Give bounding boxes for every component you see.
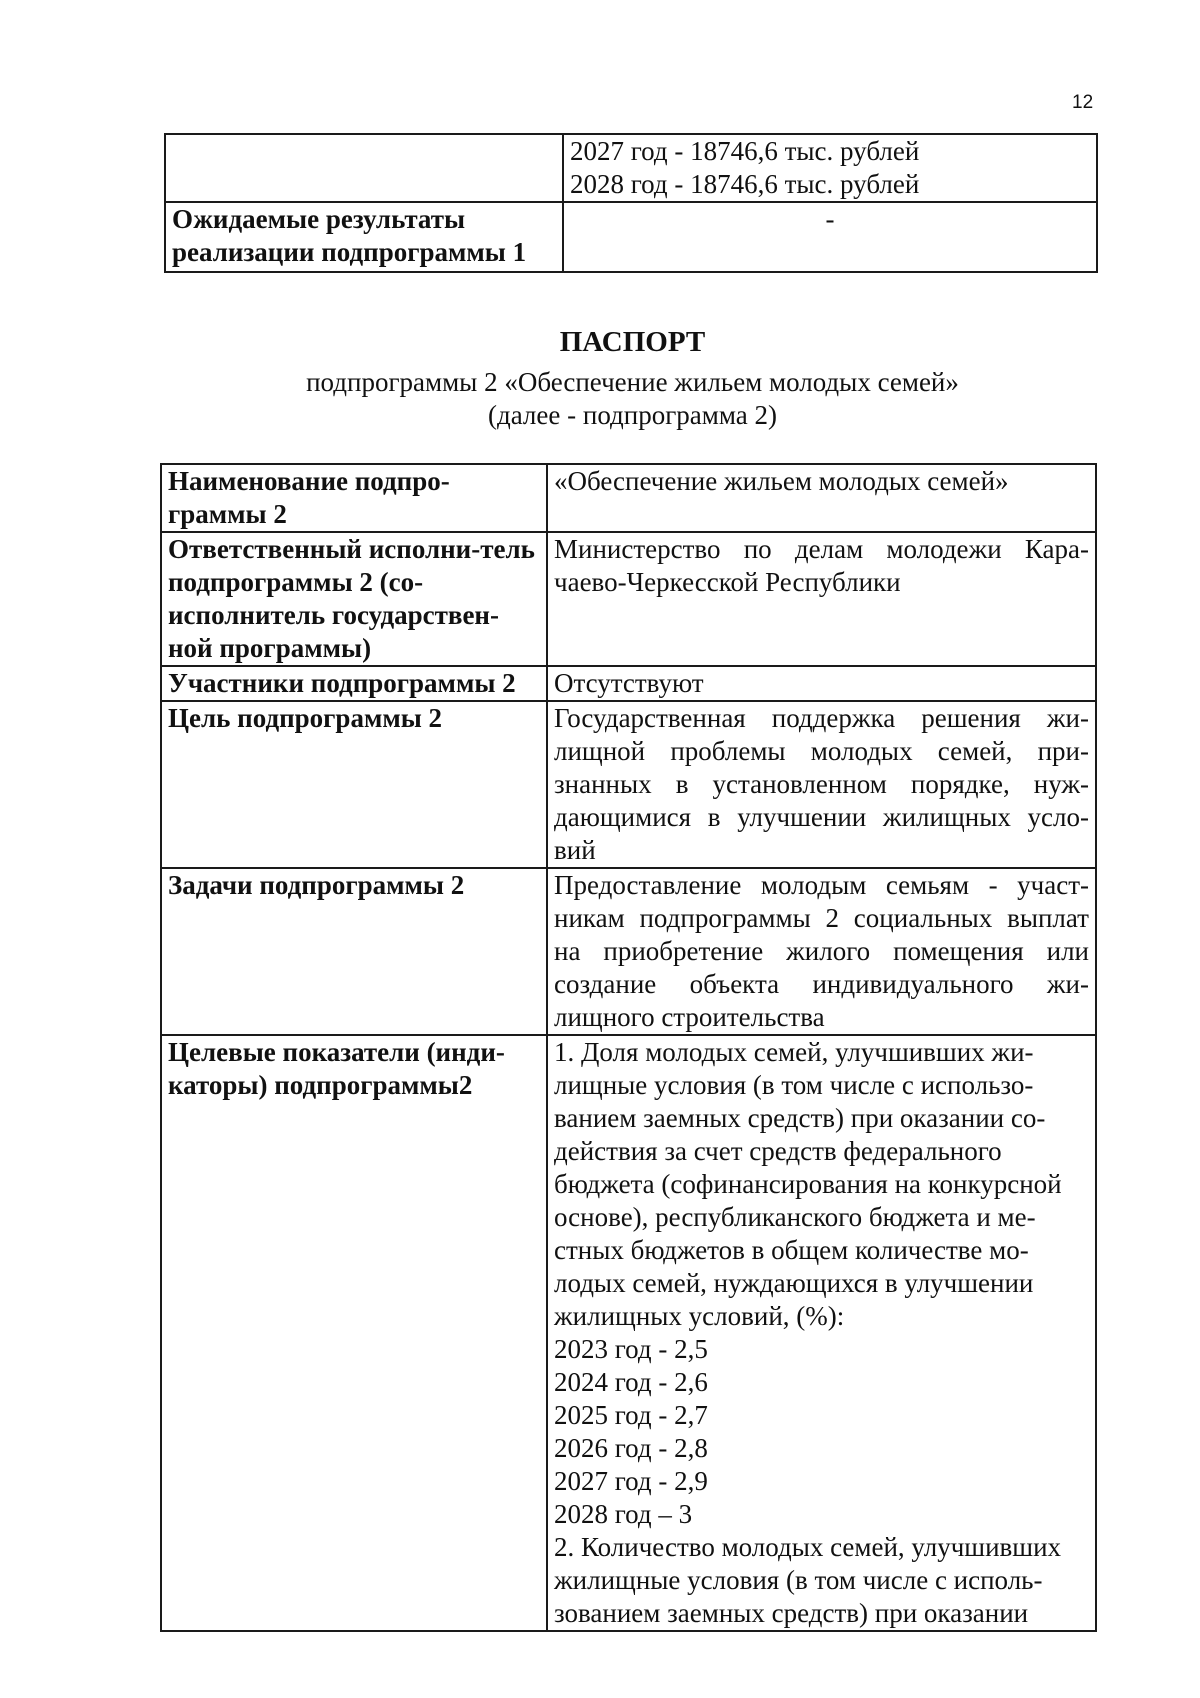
subtitle-line: подпрограммы 2 «Обеспечение жильем молодых семей» — [306, 367, 959, 397]
subtitle-line: (далее - подпрограмма 2) — [487, 400, 777, 430]
row-label: Ответственный исполни-тель подпрограммы 2 (со-исполнитель государствен-ной программы) — [161, 532, 547, 666]
passport-subtitle — [0, 366, 1200, 432]
row-value: Предоставление молодым семьям - участ-никам подпрограммы 2 социальных выплат на приобретение жилого помещения или создание объекта индивидуального жи-лищного строительства — [547, 868, 1096, 1035]
passport-table — [160, 463, 1097, 1632]
top-table — [164, 133, 1098, 273]
expected-results-label: Ожидаемые результаты реализации подпрограммы 1 — [165, 202, 563, 272]
table-row — [161, 666, 1096, 701]
indicator-2-text: 2. Количество молодых семей, улучшивших жилищные условия (в том числе с исполь-зованием заемных средств) при оказании — [554, 1532, 1062, 1628]
row-value: Министерство по делам молодежи Кара-чаево-Черкесской Республики — [547, 532, 1096, 666]
row-label: Наименование подпро-граммы 2 — [161, 464, 547, 532]
table-row — [161, 1035, 1096, 1631]
table-row — [161, 701, 1096, 868]
indicator-year-value: 2025 год - 2,7 — [554, 1400, 708, 1430]
funding-line: 2028 год - 18746,6 тыс. рублей — [570, 169, 920, 199]
row-value: Государственная поддержка решения жи-лищной проблемы молодых семей, при-знанных в установленном порядке, нуж-дающимися в улучшении жилищных усло-вий — [547, 701, 1096, 868]
indicator-year-value: 2024 год - 2,6 — [554, 1367, 708, 1397]
empty-cell — [165, 134, 563, 202]
row-value: «Обеспечение жильем молодых семей» — [547, 464, 1096, 532]
indicator-year-value: 2023 год - 2,5 — [554, 1334, 708, 1364]
table-row — [165, 202, 1097, 272]
row-value: Отсутствуют — [547, 666, 1096, 701]
row-label: Целевые показатели (инди-каторы) подпрограммы2 — [161, 1035, 547, 1631]
table-row — [161, 532, 1096, 666]
indicator-1-text: 1. Доля молодых семей, улучшивших жи-лищные условия (в том числе с использо-ванием заемных средств) при оказании со-действия за счет средств федерального бюджета (софинансирования на конкурсной основе), республиканского бюджета и ме-стных бюджетов в общем количестве мо-лодых семей, нуждающихся в улучшении жилищных условий, (%): — [554, 1037, 1062, 1331]
expected-results-value: - — [563, 202, 1097, 272]
row-label: Задачи подпрограммы 2 — [161, 868, 547, 1035]
indicator-year-value: 2028 год – 3 — [554, 1499, 693, 1529]
row-label: Участники подпрограммы 2 — [161, 666, 547, 701]
page-number: 12 — [1072, 92, 1094, 113]
indicators-cell — [547, 1035, 1096, 1631]
row-label: Цель подпрограммы 2 — [161, 701, 547, 868]
indicator-year-value: 2027 год - 2,9 — [554, 1466, 708, 1496]
table-row — [161, 868, 1096, 1035]
table-row — [165, 134, 1097, 202]
funding-cell — [563, 134, 1097, 202]
table-row — [161, 464, 1096, 532]
funding-line: 2027 год - 18746,6 тыс. рублей — [570, 136, 920, 166]
passport-title: ПАСПОРТ — [559, 326, 706, 358]
indicator-year-value: 2026 год - 2,8 — [554, 1433, 708, 1463]
